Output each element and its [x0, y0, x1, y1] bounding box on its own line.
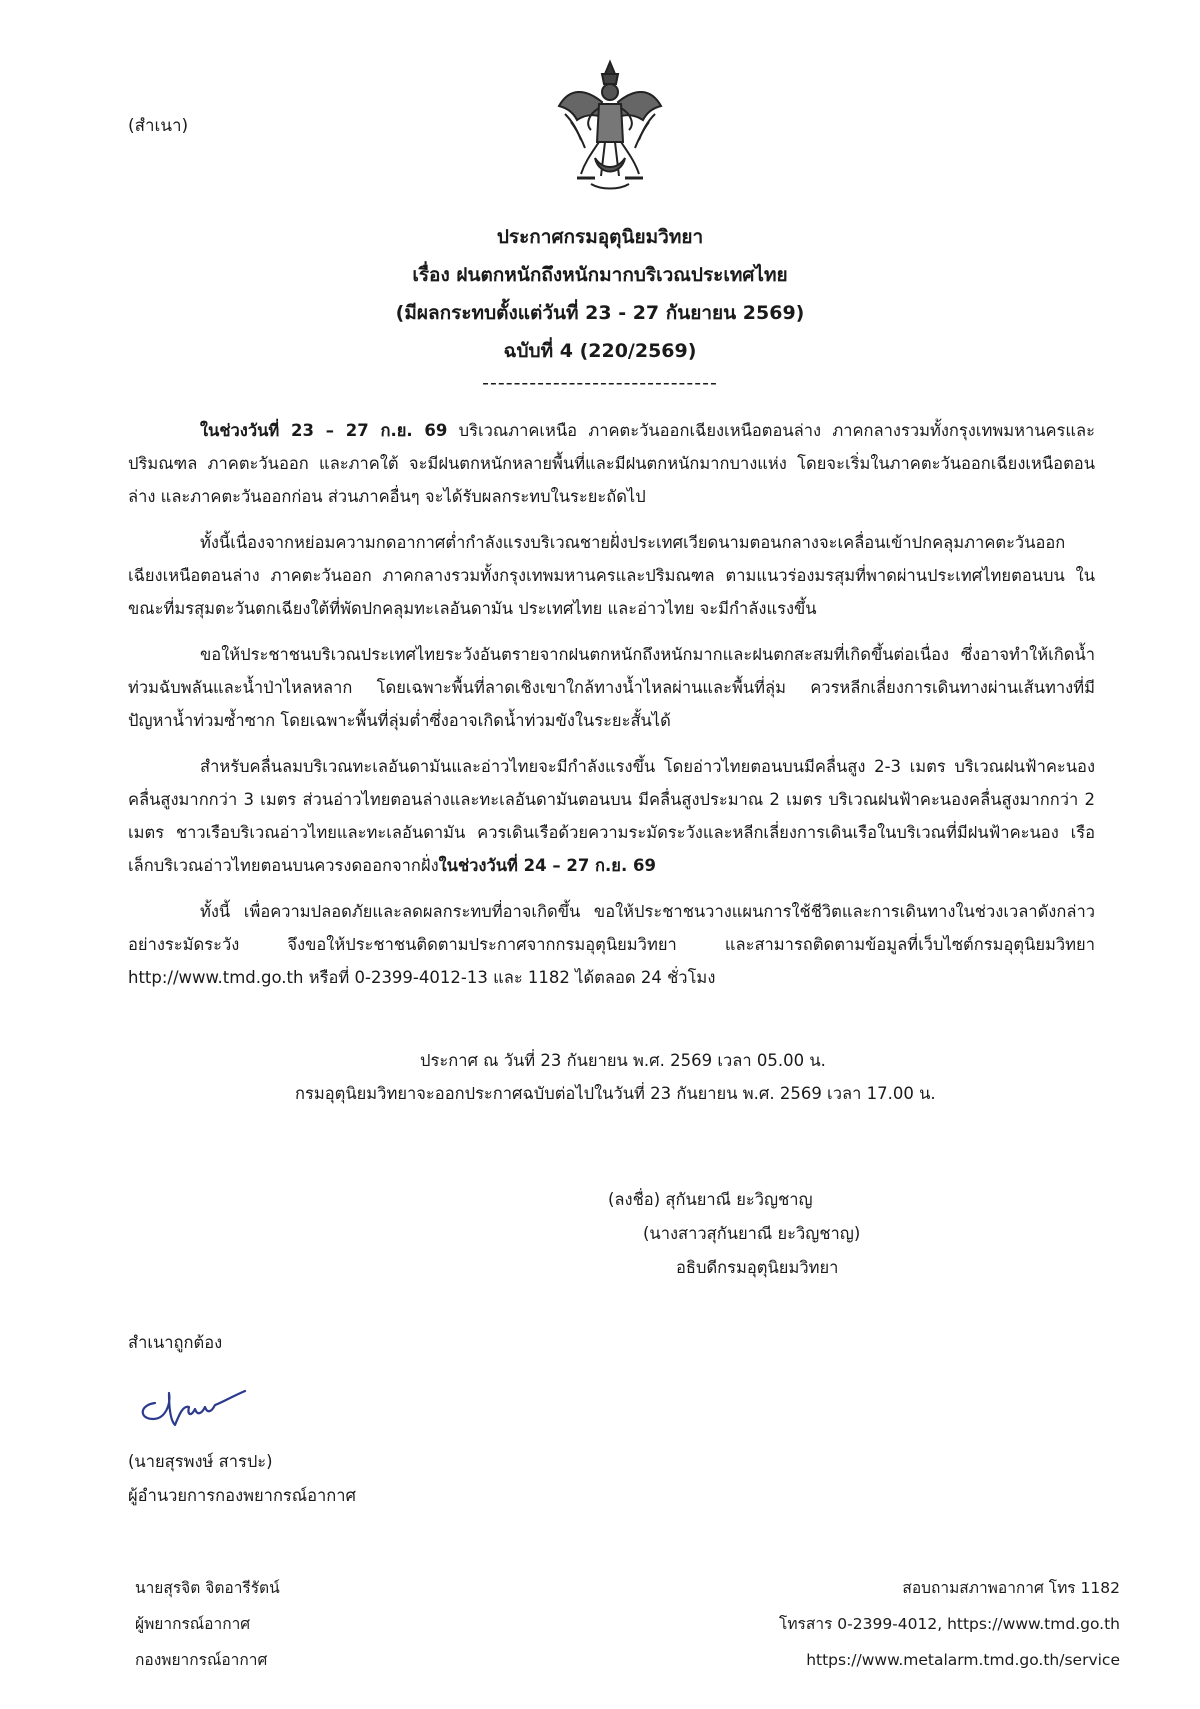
paragraph-1-bold: ในช่วงวันที่ 23 – 27 ก.ย. 69: [200, 421, 448, 440]
forecaster-dept: กองพยากรณ์อากาศ: [135, 1651, 268, 1669]
contact-block: [779, 1570, 1120, 1678]
director-name: (นางสาวสุกันยาณี ยะวิญชาญ): [643, 1224, 861, 1243]
signed-by: (ลงชื่อ) สุกันยาณี ยะวิญชาญ: [608, 1190, 813, 1209]
paragraph-2: ทั้งนี้เนื่องจากหย่อมความกดอากาศต่ำกำลังแรงบริเวณชายฝั่งประเทศเวียดนามตอนกลางจะเคลื่อนเข้าปกคลุมภาคตะวันออกเฉียงเหนือตอนล่าง ภาคตะวันออก ภาคกลางรวมทั้งกรุงเทพมหานครและปริมณฑล ตามแนวร่องมรสุมที่พาดผ่านประเทศไทยตอนบน ในขณะที่มรสุมตะวันตกเฉียงใต้ที่พัดปกคลุมทะเลอันดามัน ประเทศไทย และอ่าวไทย จะมีกำลังแรงขึ้น: [128, 533, 1095, 618]
paragraph-3: ขอให้ประชาชนบริเวณประเทศไทยระวังอันตรายจากฝนตกหนักถึงหนักมากและฝนตกสะสมที่เกิดขึ้นต่อเนื่อง ซึ่งอาจทำให้เกิดน้ำท่วมฉับพลันและน้ำป่าไหลหลาก โดยเฉพาะพื้นที่ลาดเชิงเขาใกล้ทางน้ำไหลผ่านและพื้นที่ลุ่ม ควรหลีกเลี่ยงการเดินทางผ่านเส้นทางที่มีปัญหาน้ำท่วมซ้ำซาก โดยเฉพาะพื้นที่ลุ่มต่ำซึ่งอาจเกิดน้ำท่วมขังในระยะสั้นได้: [128, 645, 1095, 730]
paragraph-4: [128, 750, 1095, 882]
garuda-emblem-icon: [555, 58, 665, 193]
certifier-name: (นายสุรพงษ์ สารปะ): [128, 1452, 273, 1471]
paragraph-4-bold: ในช่วงวันที่ 24 – 27 ก.ย. 69: [438, 856, 656, 875]
certifier-position: ผู้อำนวยการกองพยากรณ์อากาศ: [128, 1486, 357, 1505]
paragraph-1-text: บริเวณภาคเหนือ ภาคตะวันออกเฉียงเหนือตอนล่าง ภาคกลางรวมทั้งกรุงเทพมหานครและปริมณฑล ภาคตะวันออก และภาคใต้ จะมีฝนตกหนักหลายพื้นที่และมีฝนตกหนักมากบางแห่ง โดยจะเริ่มในภาคตะวันออกเฉียงเหนือตอนล่าง และภาคตะวันออกก่อน ส่วนภาคอื่นๆ จะได้รับผลกระทบในระยะถัดไป: [128, 421, 1095, 506]
paragraph-1: [128, 414, 1095, 513]
announcement-title: ประกาศกรมอุตุนิยมวิทยา: [496, 226, 704, 248]
header-divider: ------------------------------: [482, 372, 718, 394]
contact-service-url: https://www.metalarm.tmd.go.th/service: [806, 1651, 1120, 1669]
issue-number: ฉบับที่ 4 (220/2569): [503, 340, 697, 362]
contact-fax-website: โทรสาร 0-2399-4012, https://www.tmd.go.th: [779, 1615, 1120, 1633]
handwritten-signature: [135, 1375, 255, 1435]
announcement-body: [128, 414, 1095, 1007]
contact-hotline: สอบถามสภาพอากาศ โทร 1182: [902, 1579, 1120, 1597]
director-title: อธิบดีกรมอุตุนิยมวิทยา: [676, 1258, 839, 1277]
forecaster-name: นายสุรจิต จิตอารีรัตน์: [135, 1579, 280, 1597]
forecaster-role: ผู้พยากรณ์อากาศ: [135, 1615, 251, 1633]
copy-mark: (สำเนา): [128, 116, 189, 136]
effective-period: (มีผลกระทบตั้งแต่วันที่ 23 - 27 กันยายน 2569): [395, 302, 805, 324]
paragraph-4-text: สำหรับคลื่นลมบริเวณทะเลอันดามันและอ่าวไทยจะมีกำลังแรงขึ้น โดยอ่าวไทยตอนบนมีคลื่นสูง 2-3 เมตร บริเวณฝนฟ้าคะนองคลื่นสูงมากกว่า 3 เมตร ส่วนอ่าวไทยตอนล่างและทะเลอันดามันตอนบน มีคลื่นสูงประมาณ 2 เมตร บริเวณฝนฟ้าคะนองคลื่นสูงมากกว่า 2 เมตร ชาวเรือบริเวณอ่าวไทยและทะเลอันดามัน ควรเดินเรือด้วยความระมัดระวังและหลีกเลี่ยงการเดินเรือในบริเวณที่มีฝนฟ้าคะนอง เรือเล็กบริเวณอ่าวไทยตอนบนควรงดออกจากฝั่ง: [128, 757, 1095, 875]
next-announcement: กรมอุตุนิยมวิทยาจะออกประกาศฉบับต่อไปในวันที่ 23 กันยายน พ.ศ. 2569 เวลา 17.00 น.: [295, 1084, 936, 1103]
announcement-date: ประกาศ ณ วันที่ 23 กันยายน พ.ศ. 2569 เวลา 05.00 น.: [420, 1051, 826, 1070]
forecaster-block: [135, 1570, 280, 1678]
certified-copy-label: สำเนาถูกต้อง: [128, 1333, 223, 1352]
announcement-subject: เรื่อง ฝนตกหนักถึงหนักมากบริเวณประเทศไทย: [412, 264, 788, 286]
paragraph-5: ทั้งนี้ เพื่อความปลอดภัยและลดผลกระทบที่อาจเกิดขึ้น ขอให้ประชาชนวางแผนการใช้ชีวิตและการเดินทางในช่วงเวลาดังกล่าวอย่างระมัดระวัง จึงขอให้ประชาชนติดตามประกาศจากกรมอุตุนิยมวิทยา และสามารถติดตามข้อมูลที่เว็บไซต์กรมอุตุนิยมวิทยา http://www.tmd.go.th หรือที่ 0-2399-4012-13 และ 1182 ได้ตลอด 24 ชั่วโมง: [128, 902, 1095, 987]
certifier-block: [128, 1445, 356, 1513]
announcement-header: [0, 218, 1200, 396]
